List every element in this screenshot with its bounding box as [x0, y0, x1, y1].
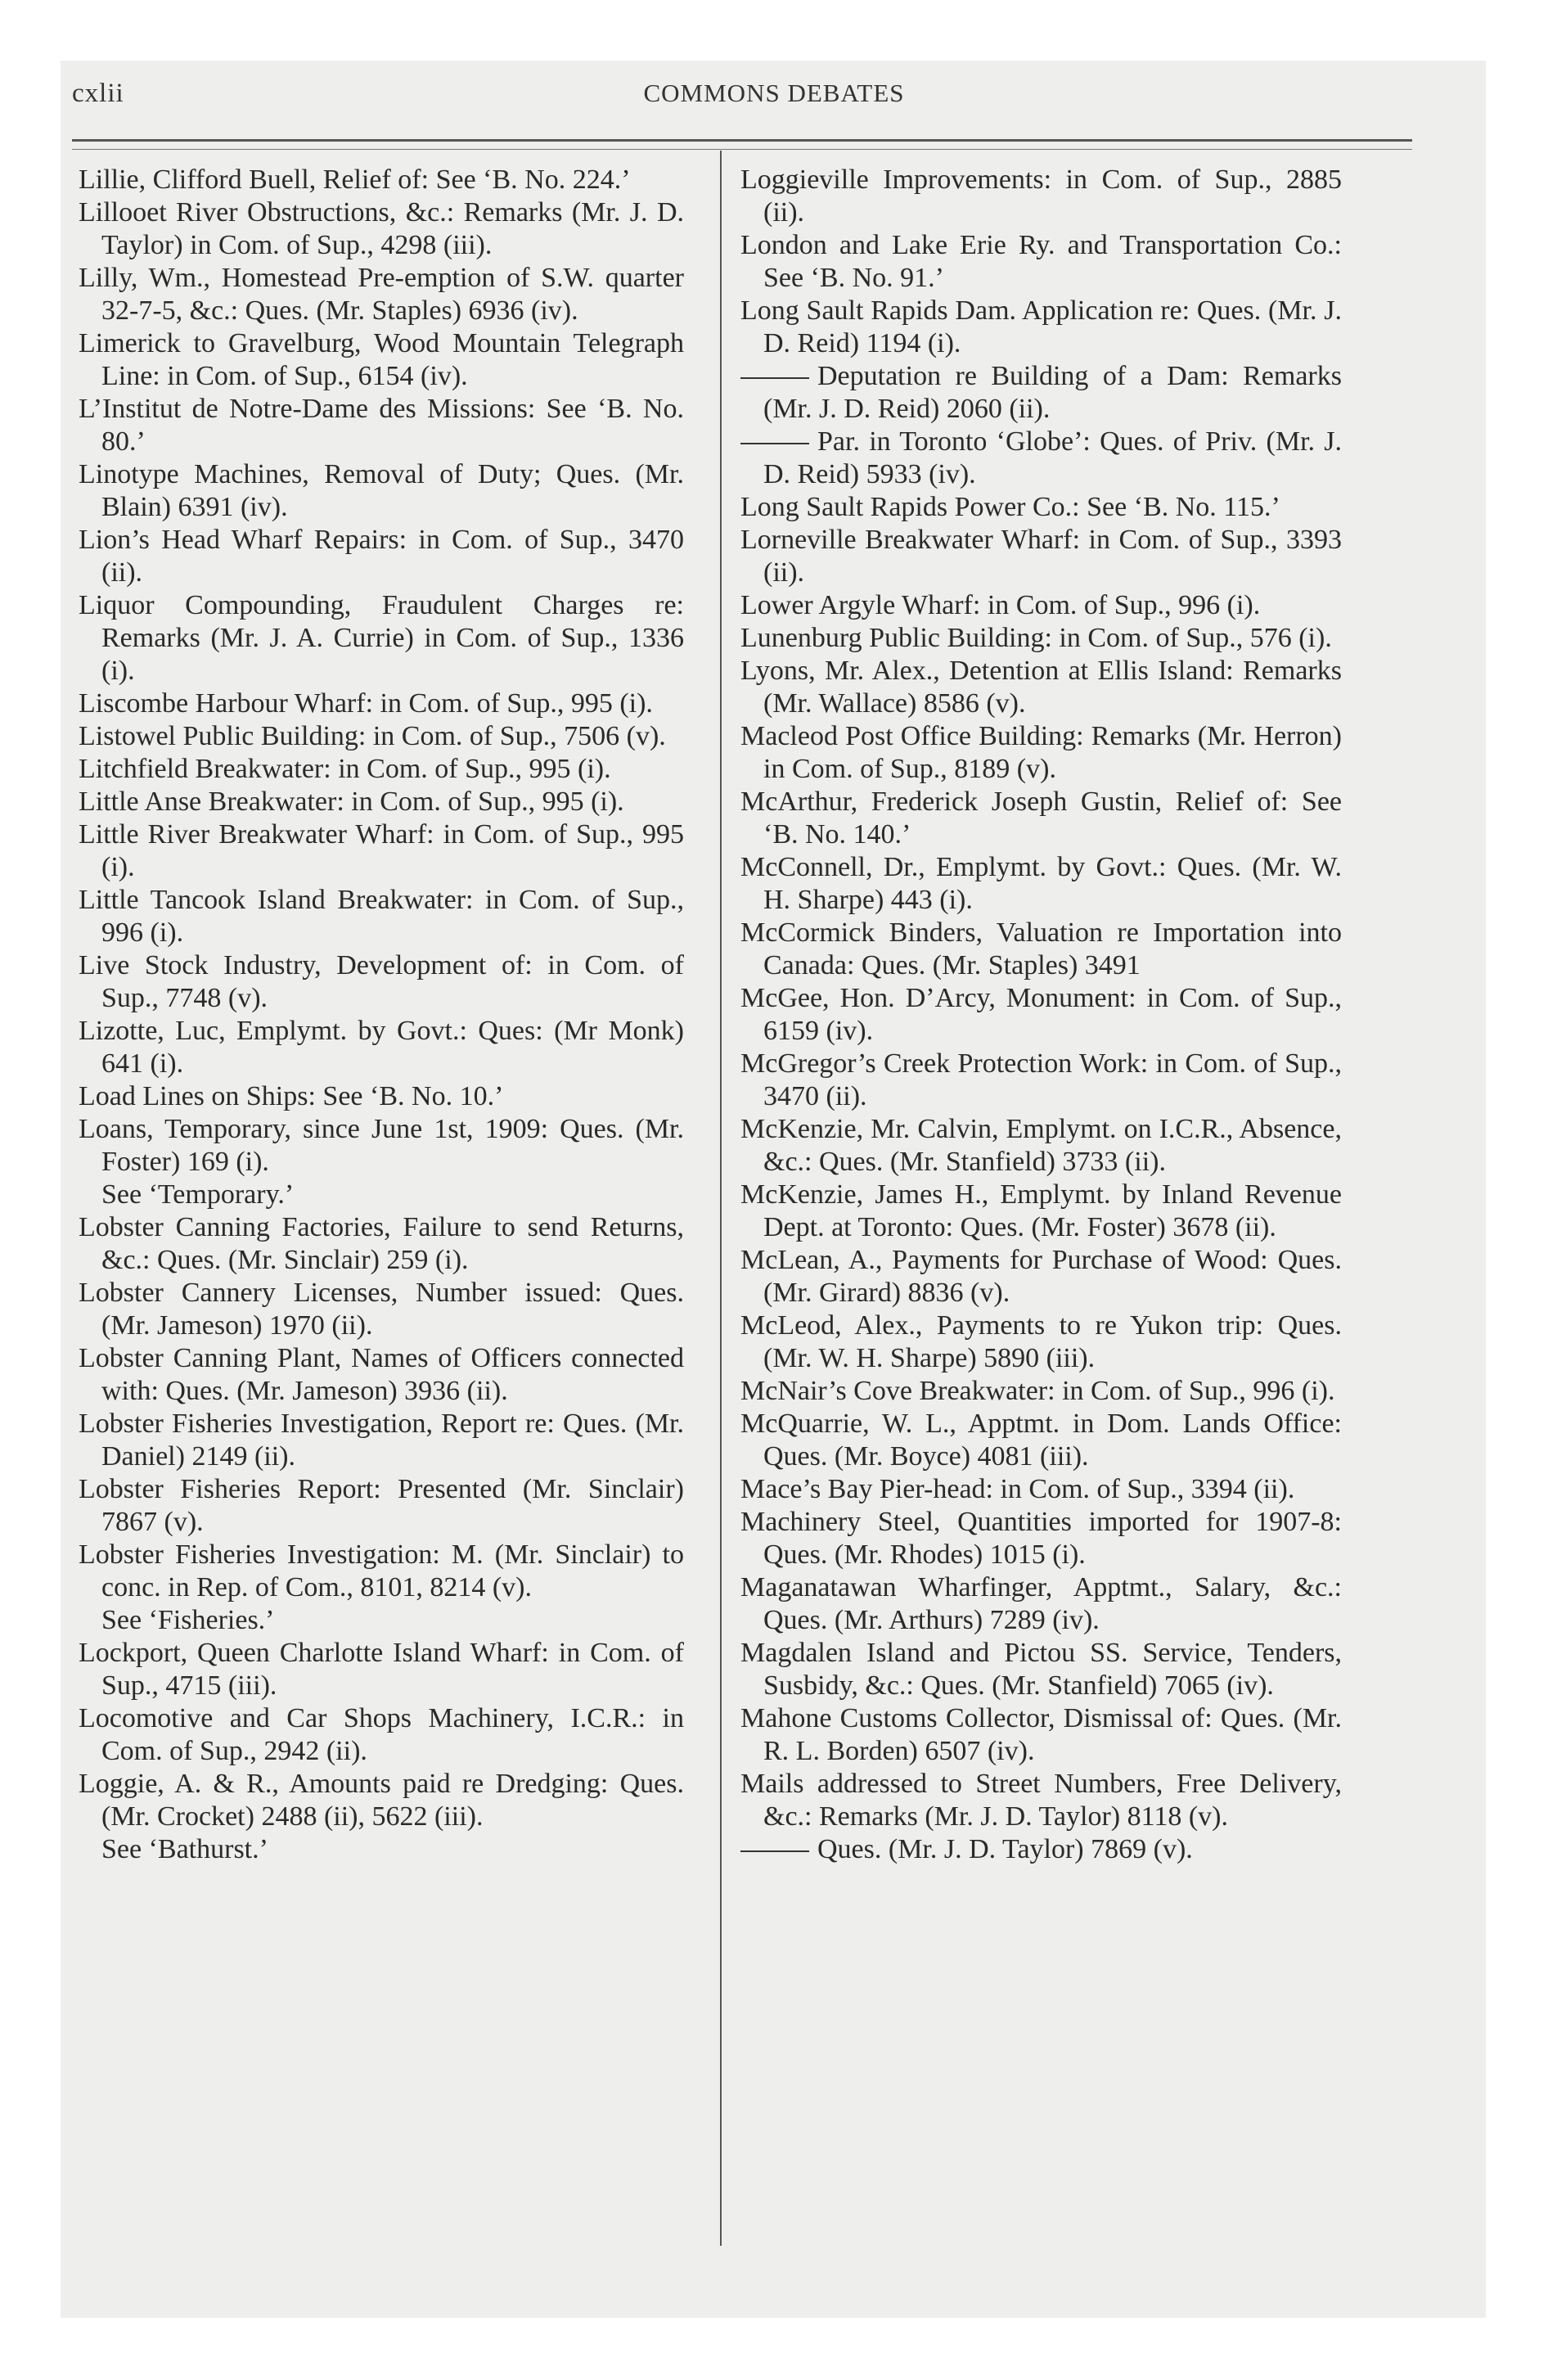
index-entry-text: Mahone Customs Collector, Dismissal of: Ques. (Mr. R. L. Borden) 6507 (iv). [740, 1703, 1342, 1766]
index-entry [79, 1113, 684, 1179]
index-entry [740, 1702, 1342, 1768]
index-entry [79, 196, 684, 262]
index-entry [740, 426, 1342, 491]
index-entry-text: Machinery Steel, Quantities imported for 1907-8: Ques. (Mr. Rhodes) 1015 (i). [740, 1507, 1342, 1570]
index-entry-text: McArthur, Frederick Joseph Gustin, Relief of: See ‘B. No. 140.’ [740, 787, 1342, 850]
index-entry-text: Little Anse Breakwater: in Com. of Sup., 995 (i). [79, 787, 624, 817]
index-entry-text: Loggieville Improvements: in Com. of Sup., 2885 (ii). [740, 165, 1342, 228]
index-entry [79, 720, 684, 753]
index-entry [79, 327, 684, 393]
index-entry [740, 982, 1342, 1048]
index-entry [740, 655, 1342, 720]
index-entry-text: McKenzie, Mr. Calvin, Emplymt. on I.C.R., Absence, &c.: Ques. (Mr. Stanfield) 3733 (ii). [740, 1114, 1342, 1177]
index-entry [79, 524, 684, 589]
index-entry-text: Long Sault Rapids Dam. Application re: Ques. (Mr. J. D. Reid) 1194 (i). [740, 295, 1342, 358]
index-entry-text: Mails addressed to Street Numbers, Free Delivery, &c.: Remarks (Mr. J. D. Taylor) 8118 (v). [740, 1769, 1342, 1832]
index-entry-text: See ‘Temporary.’ [101, 1179, 295, 1210]
index-entry-text: McGee, Hon. D’Arcy, Monument: in Com. of Sup., 6159 (iv). [740, 983, 1342, 1046]
index-entry [79, 1211, 684, 1277]
index-entry [79, 1637, 684, 1702]
index-entry [79, 1080, 684, 1113]
index-entry [740, 1637, 1342, 1702]
index-entry-text: Lyons, Mr. Alex., Detention at Ellis Island: Remarks (Mr. Wallace) 8586 (v). [740, 656, 1342, 719]
index-entry [740, 917, 1342, 982]
index-entry [79, 786, 684, 818]
index-entry [740, 295, 1342, 360]
index-entry [79, 884, 684, 949]
index-entry-text: Lobster Canning Factories, Failure to send Returns, &c.: Ques. (Mr. Sinclair) 259 (i). [79, 1212, 684, 1275]
ditto-dash [740, 443, 809, 444]
index-entry-text: Lorneville Breakwater Wharf: in Com. of Sup., 3393 (ii). [740, 525, 1342, 588]
index-entry [740, 1244, 1342, 1309]
index-entry-text: Lizotte, Luc, Emplymt. by Govt.: Ques: (Mr Monk) 641 (i). [79, 1016, 684, 1079]
index-entry [79, 818, 684, 884]
running-title: COMMONS DEBATES [643, 79, 905, 107]
index-entry [79, 1768, 684, 1833]
index-entry [79, 1179, 684, 1211]
index-entry [740, 1833, 1342, 1866]
index-entry [79, 753, 684, 786]
index-entry [79, 1473, 684, 1539]
index-entry-text: Live Stock Industry, Development of: in Com. of Sup., 7748 (v). [79, 950, 684, 1013]
index-entry [740, 720, 1342, 786]
index-entry [79, 1015, 684, 1080]
index-entry [740, 1473, 1342, 1506]
ditto-dash [740, 377, 809, 379]
index-entry [79, 1408, 684, 1473]
index-entry-text: Magdalen Island and Pictou SS. Service, Tenders, Susbidy, &c.: Ques. (Mr. Stanfield) 7065 (iv). [740, 1638, 1342, 1701]
index-entry-text: See ‘Bathurst.’ [101, 1834, 268, 1864]
index-entry-text: Lobster Fisheries Investigation, Report re: Ques. (Mr. Daniel) 2149 (ii). [79, 1409, 684, 1472]
index-entry [79, 164, 684, 196]
index-entry [79, 1604, 684, 1637]
index-entry-text: Maganatawan Wharfinger, Apptmt., Salary, &c.: Ques. (Mr. Arthurs) 7289 (iv). [740, 1572, 1342, 1635]
index-entry-text: Lillooet River Obstructions, &c.: Remarks (Mr. J. D. Taylor) in Com. of Sup., 4298 (iii). [79, 197, 684, 260]
index-entry [740, 1408, 1342, 1473]
index-entry-text: Lobster Cannery Licenses, Number issued: Ques. (Mr. Jameson) 1970 (ii). [79, 1278, 684, 1341]
index-entry-text: Little Tancook Island Breakwater: in Com. of Sup., 996 (i). [79, 885, 684, 948]
index-entry-text: Lobster Fisheries Investigation: M. (Mr. Sinclair) to conc. in Rep. of Com., 8101, 8214 (v). [79, 1539, 684, 1602]
index-entry-text: Lockport, Queen Charlotte Island Wharf: in Com. of Sup., 4715 (iii). [79, 1638, 684, 1701]
index-entry-text: McCormick Binders, Valuation re Importation into Canada: Ques. (Mr. Staples) 3491 [740, 917, 1342, 980]
index-entry-text: Lobster Canning Plant, Names of Officers connected with: Ques. (Mr. Jameson) 3936 (ii). [79, 1343, 684, 1406]
index-entry-text: Macleod Post Office Building: Remarks (Mr. Herron) in Com. of Sup., 8189 (v). [740, 721, 1342, 784]
index-entry [740, 1375, 1342, 1408]
index-entry-text: McNair’s Cove Breakwater: in Com. of Sup., 996 (i). [740, 1376, 1335, 1406]
index-entry-text: Mace’s Bay Pier-head: in Com. of Sup., 3394 (ii). [740, 1474, 1295, 1504]
index-entry [79, 1342, 684, 1408]
index-entry [740, 589, 1342, 622]
index-entry [79, 1539, 684, 1604]
index-entry-text: Long Sault Rapids Power Co.: See ‘B. No. 115.’ [740, 492, 1280, 522]
index-entry-text: See ‘Fisheries.’ [101, 1605, 275, 1635]
right-column [740, 164, 1342, 1866]
index-entry-text: Little River Breakwater Wharf: in Com. of Sup., 995 (i). [79, 819, 684, 882]
page-number: cxlii [72, 79, 124, 108]
index-entry [740, 1179, 1342, 1244]
index-entry-text: Lower Argyle Wharf: in Com. of Sup., 996 (i). [740, 590, 1261, 620]
index-entry-text: Linotype Machines, Removal of Duty; Ques. (Mr. Blain) 6391 (iv). [79, 459, 684, 522]
index-entry [79, 687, 684, 720]
index-entry [79, 1833, 684, 1866]
index-entry [79, 393, 684, 458]
ditto-dash [740, 1850, 809, 1852]
index-entry [79, 949, 684, 1015]
index-entry-text: Lion’s Head Wharf Repairs: in Com. of Sup., 3470 (ii). [79, 525, 684, 588]
index-entry-text: McLean, A., Payments for Purchase of Wood: Ques. (Mr. Girard) 8836 (v). [740, 1245, 1342, 1308]
index-entry [740, 1571, 1342, 1637]
index-entry [740, 229, 1342, 295]
index-entry-text: Lilly, Wm., Homestead Pre-emption of S.W. quarter 32-7-5, &c.: Ques. (Mr. Staples) 6936 (iv). [79, 263, 684, 326]
index-entry [740, 1048, 1342, 1113]
index-entry [740, 1768, 1342, 1833]
index-entry-text: Limerick to Gravelburg, Wood Mountain Telegraph Line: in Com. of Sup., 6154 (iv). [79, 328, 684, 391]
header-rule-thin [72, 149, 1412, 150]
index-entry-text: McLeod, Alex., Payments to re Yukon trip: Ques. (Mr. W. H. Sharpe) 5890 (iii). [740, 1310, 1342, 1373]
index-entry-text: Ques. (Mr. J. D. Taylor) 7869 (v). [817, 1834, 1193, 1864]
index-entry [740, 786, 1342, 851]
index-entry [740, 622, 1342, 655]
index-entry-text: L’Institut de Notre-Dame des Missions: See ‘B. No. 80.’ [79, 394, 684, 457]
index-entry-text: Lobster Fisheries Report: Presented (Mr. Sinclair) 7867 (v). [79, 1474, 684, 1537]
index-entry-text: Locomotive and Car Shops Machinery, I.C.R.: in Com. of Sup., 2942 (ii). [79, 1703, 684, 1766]
index-entry [79, 458, 684, 524]
index-entry [79, 1702, 684, 1768]
index-entry-text: Lillie, Clifford Buell, Relief of: See ‘B. No. 224.’ [79, 165, 631, 195]
index-entry-text: McKenzie, James H., Emplymt. by Inland Revenue Dept. at Toronto: Ques. (Mr. Foster) 3678 (ii). [740, 1179, 1342, 1242]
index-entry [79, 262, 684, 327]
index-entry-text: McQuarrie, W. L., Apptmt. in Dom. Lands Office: Ques. (Mr. Boyce) 4081 (iii). [740, 1409, 1342, 1472]
left-column [79, 164, 684, 1866]
index-entry-text: McGregor’s Creek Protection Work: in Com. of Sup., 3470 (ii). [740, 1048, 1342, 1111]
index-entry [740, 851, 1342, 917]
header-rule [72, 139, 1412, 142]
index-entry-text: Loans, Temporary, since June 1st, 1909: Ques. (Mr. Foster) 169 (i). [79, 1114, 684, 1177]
index-entry [740, 1309, 1342, 1375]
index-entry [740, 491, 1342, 524]
index-entry [740, 1113, 1342, 1179]
index-entry-text: Par. in Toronto ‘Globe’: Ques. of Priv. (Mr. J. D. Reid) 5933 (iv). [763, 426, 1342, 489]
index-entry [740, 164, 1342, 229]
index-entry [740, 524, 1342, 589]
index-entry-text: London and Lake Erie Ry. and Transportation Co.: See ‘B. No. 91.’ [740, 230, 1342, 293]
column-divider [720, 151, 722, 2246]
index-entry-text: McConnell, Dr., Emplymt. by Govt.: Ques. (Mr. W. H. Sharpe) 443 (i). [740, 852, 1342, 915]
index-entry-text: Liscombe Harbour Wharf: in Com. of Sup., 995 (i). [79, 688, 653, 719]
index-entry-text: Litchfield Breakwater: in Com. of Sup., 995 (i). [79, 754, 611, 784]
index-entry-text: Loggie, A. & R., Amounts paid re Dredging: Ques. (Mr. Crocket) 2488 (ii), 5622 (iii). [79, 1769, 684, 1832]
index-entry [740, 1506, 1342, 1571]
index-entry-text: Liquor Compounding, Fraudulent Charges re: Remarks (Mr. J. A. Currie) in Com. of Sup., 1336 (i). [79, 590, 684, 686]
index-entry [79, 589, 684, 687]
index-entry [740, 360, 1342, 426]
index-entry [79, 1277, 684, 1342]
index-entry-text: Lunenburg Public Building: in Com. of Sup., 576 (i). [740, 623, 1332, 653]
index-entry-text: Deputation re Building of a Dam: Remarks (Mr. J. D. Reid) 2060 (ii). [763, 361, 1342, 424]
index-entry-text: Load Lines on Ships: See ‘B. No. 10.’ [79, 1081, 504, 1111]
index-entry-text: Listowel Public Building: in Com. of Sup., 7506 (v). [79, 721, 666, 751]
